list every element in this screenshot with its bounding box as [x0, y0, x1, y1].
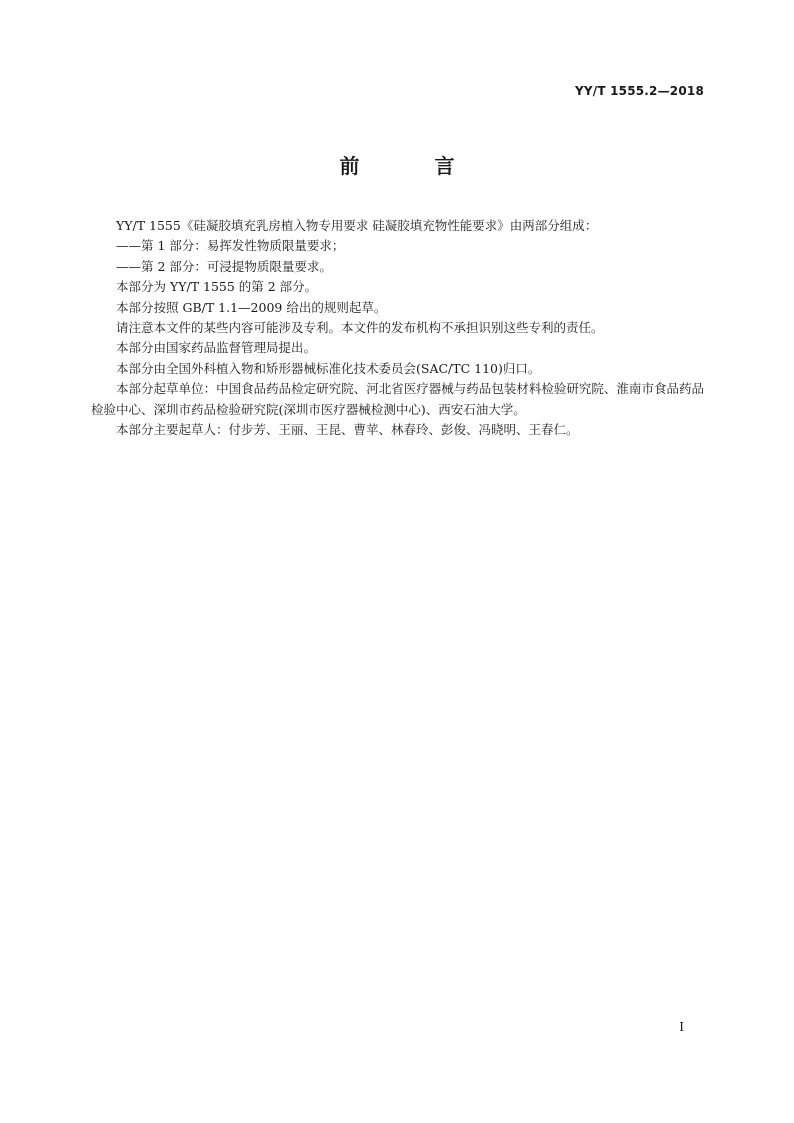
paragraph-drafting-units: 本部分起草单位：中国食品药品检定研究院、河北省医疗器械与药品包装材料检验研究院、淮南市食品药品检验中心、深圳市药品检验研究院(深圳市医疗器械检测中心)、西安石油大学。 [91, 381, 704, 417]
foreword-body [91, 216, 704, 440]
paragraph-part-2: ——第 2 部分：可浸提物质限量要求。 [116, 258, 332, 274]
paragraph-proposed-by: 本部分由国家药品监督管理局提出。 [116, 340, 317, 356]
paragraph-this-part: 本部分为 YY/T 1555 的第 2 部分。 [116, 279, 318, 295]
paragraph-patent-notice: 请注意本文件的某些内容可能涉及专利。本文件的发布机构不承担识别这些专利的责任。 [116, 320, 604, 336]
standard-code: YY/T 1555.2—2018 [574, 84, 704, 98]
paragraph-drafting-rules: 本部分按照 GB/T 1.1—2009 给出的规则起草。 [116, 299, 387, 315]
paragraph-drafters: 本部分主要起草人：付步芳、王丽、王昆、曹苹、林春玲、彭俊、冯晓明、王春仁。 [116, 422, 579, 438]
paragraph-series-composition: YY/T 1555《硅凝胶填充乳房植入物专用要求 硅凝胶填充物性能要求》由两部分组成： [116, 218, 598, 233]
page-title: 前 言 [339, 154, 489, 178]
paragraph-part-1: ——第 1 部分：易挥发性物质限量要求； [116, 238, 345, 254]
paragraph-administered-by: 本部分由全国外科植入物和矫形器械标准化技术委员会(SAC/TC 110)归口。 [116, 360, 541, 376]
page-number: I [679, 1020, 684, 1034]
